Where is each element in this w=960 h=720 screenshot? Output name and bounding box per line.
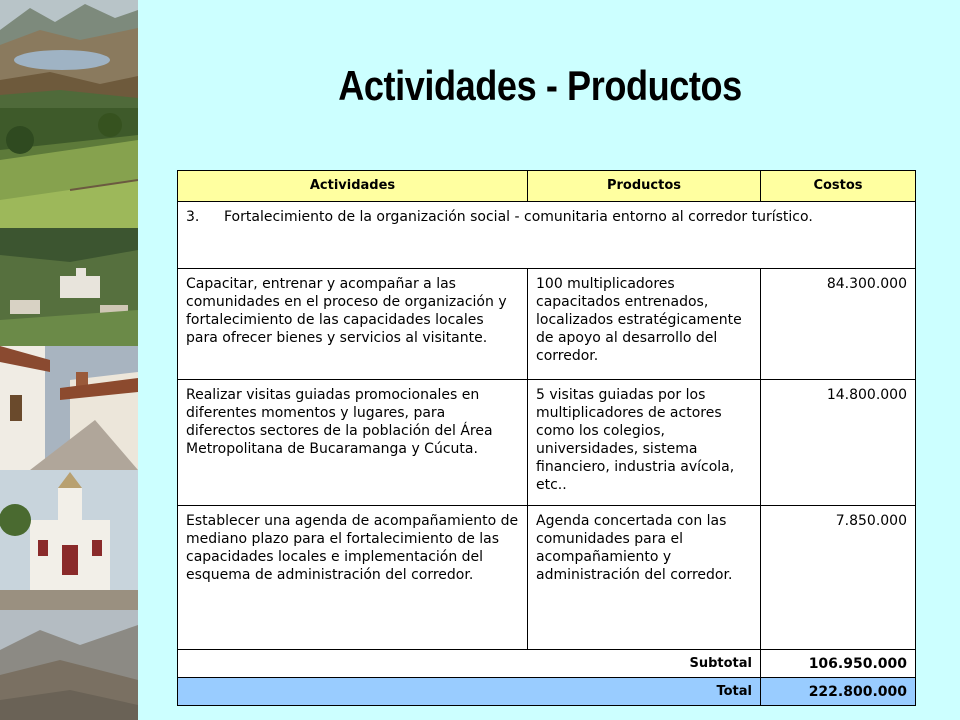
photo-green-pasture [0, 108, 138, 228]
cost-cell: 14.800.000 [761, 380, 916, 506]
photo-church [0, 470, 138, 610]
total-value: 222.800.000 [761, 678, 916, 706]
photo-village-valley [0, 228, 138, 346]
section-row [178, 202, 916, 269]
subtotal-label: Subtotal [178, 650, 761, 678]
product-cell: Agenda concertada con las comunidades para el acompañamiento y administración del corredor. [528, 506, 761, 650]
subtotal-row [178, 650, 916, 678]
table-row [178, 380, 916, 506]
photo-colonial-street [0, 346, 138, 470]
activity-cell: Realizar visitas guiadas promocionales en diferentes momentos y lugares, para diferectos sectores de la población del Área Metropolitana de Bucaramanga y Cúcuta. [178, 380, 528, 506]
section-cell [178, 202, 916, 269]
photo-mountains [0, 610, 138, 720]
table-row [178, 269, 916, 380]
header-productos: Productos [528, 171, 761, 202]
photo-strip [0, 0, 138, 720]
table-header-row [178, 171, 916, 202]
section-number: 3. [186, 209, 200, 225]
subtotal-value: 106.950.000 [761, 650, 916, 678]
budget-table [177, 170, 916, 706]
table-row [178, 506, 916, 650]
product-cell: 5 visitas guiadas por los multiplicadores de actores como los colegios, universidades, sistema financiero, industria avícola, etc.. [528, 380, 761, 506]
cost-cell: 84.300.000 [761, 269, 916, 380]
total-label: Total [178, 678, 761, 706]
header-costos: Costos [761, 171, 916, 202]
section-text: Fortalecimiento de la organización social - comunitaria entorno al corredor turístico. [224, 209, 813, 225]
slide-title: Actividades - Productos [338, 62, 742, 109]
product-cell: 100 multiplicadores capacitados entrenados, localizados estratégicamente de apoyo al desarrollo del corredor. [528, 269, 761, 380]
total-row [178, 678, 916, 706]
header-actividades: Actividades [178, 171, 528, 202]
activity-cell: Capacitar, entrenar y acompañar a las comunidades en el proceso de organización y fortalecimiento de las capacidades locales para ofrecer bienes y servicios al visitante. [178, 269, 528, 380]
activity-cell: Establecer una agenda de acompañamiento de mediano plazo para el fortalecimiento de las capacidades locales e implementación del esquema de administración del corredor. [178, 506, 528, 650]
cost-cell: 7.850.000 [761, 506, 916, 650]
photo-mountain-lake [0, 0, 138, 108]
